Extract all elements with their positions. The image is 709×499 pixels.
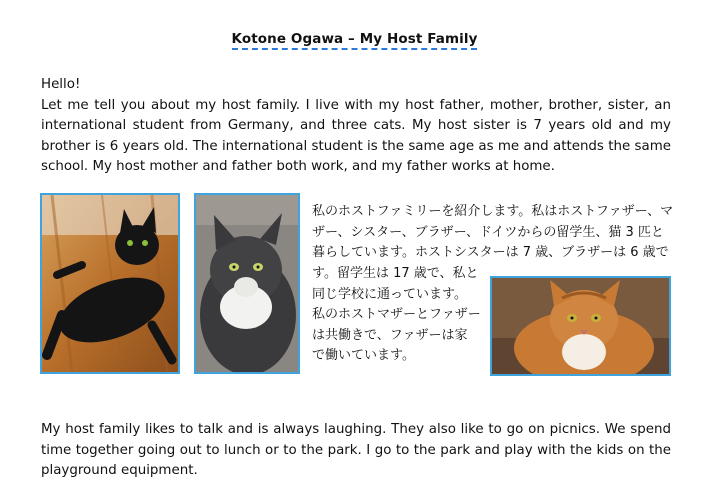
closing-paragraph: My host family likes to talk and is always laughing. They also like to go on picnics. We spend time together going out to lunch or to the park. I go to the park and play with the kids on the playground equipment. [41,422,671,479]
japanese-line: 同じ学校に通っています。 [312,286,467,302]
japanese-paragraph-top [312,202,674,264]
japanese-line: は共働きで、ファザーは家 [312,327,468,343]
japanese-line: 私のホストマザーとファザー [312,307,481,322]
gray-cat-photo [194,193,300,374]
gray-cat-image [196,195,298,372]
black-cat-image [42,195,178,372]
japanese-line: ザー、シスター、ブラザー、ドイツからの留学生、猫 3 匹と [312,224,664,240]
black-cat-photo [40,193,180,374]
japanese-line: で働いています。 [312,348,415,363]
japanese-line: 私のホストファミリーを紹介します。私はホストファザー、マ [312,204,674,219]
greeting: Hello! [41,77,81,92]
japanese-paragraph-wrap [312,264,483,367]
orange-cat-photo [490,276,671,376]
page-title [0,31,709,47]
orange-cat-image [492,278,669,374]
japanese-line: す。留学生は 17 歳で、私と [312,266,479,281]
japanese-line: 暮らしています。ホストシスターは 7 歳、ブラザーは 6 歳で [312,245,669,260]
intro-body: Let me tell you about my host family. I live with my host father, mother, brother, sister, an international student from Germany, and three cats. My host sister is 7 years old and my brother is 6 years old. The international student is the same age as me and attends the same school. My host mother and father both work, and my father works at home. [41,97,671,175]
page-title-text: Kotone Ogawa – My Host Family [232,31,478,50]
intro-paragraph [41,75,671,178]
